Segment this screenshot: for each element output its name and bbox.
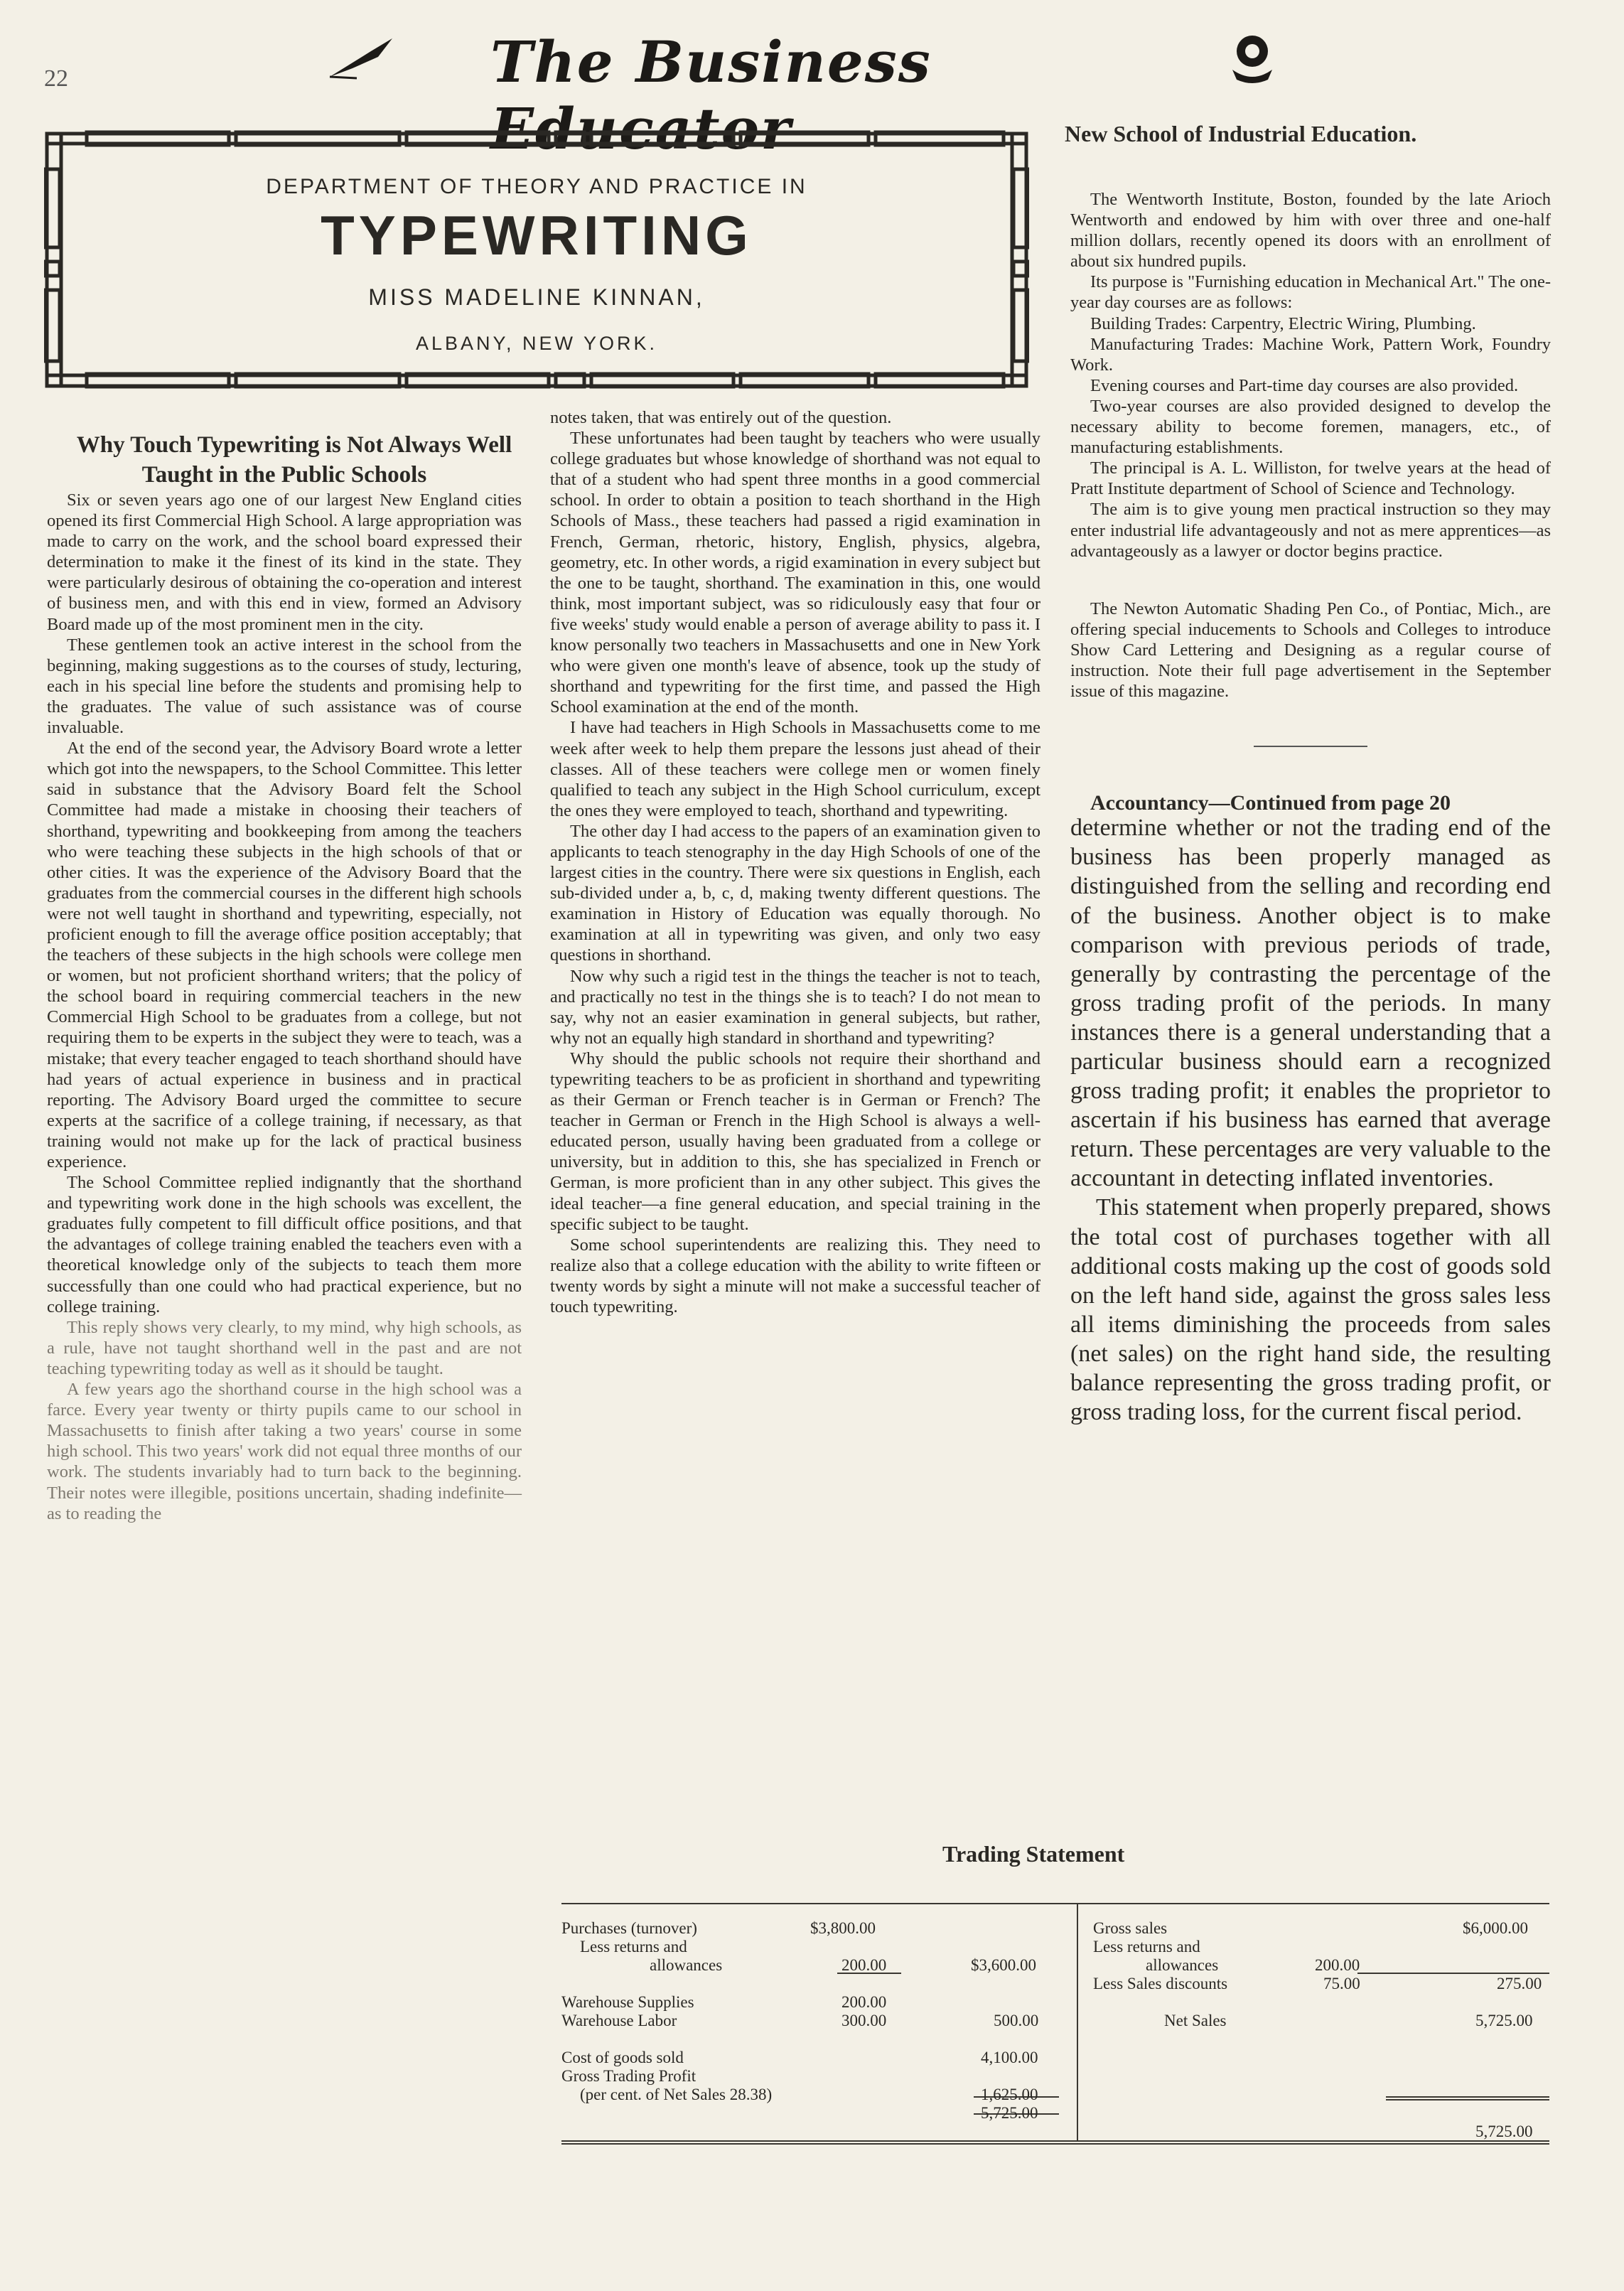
gross-profit-percent-label: (per cent. of Net Sales 28.38): [580, 2086, 773, 2103]
less-returns-value: 200.00: [841, 1956, 887, 1974]
warehouse-labor-label: Warehouse Labor: [561, 2012, 677, 2029]
article-paragraph: Six or seven years ago one of our largest New England cities opened its first Commercial High School. A large appropriation was made to carry on the work, and the school board expressed their determination to make it the finest of its kind in the state. They were particularly desirous of obtaining the co-operation and interest of business men, and with this end in view, formed an Advisory Board made up of the most prominent men in the city.: [47, 490, 522, 634]
ornament-icon: [1224, 27, 1281, 84]
trading-statement-heading: Trading Statement: [942, 1841, 1125, 1867]
article-column-2: [550, 407, 1040, 1317]
article-paragraph: Some school superintendents are realizing this. They need to realize also that a college education with the ability to write fifteen or twenty words by sight a minute will not make a successful teacher of touch typewriting.: [550, 1235, 1040, 1317]
news-paragraph: Evening courses and Part-time day courses are also provided.: [1090, 375, 1519, 395]
cost-goods-label: Cost of goods sold: [561, 2049, 684, 2066]
accountancy-heading: Accountancy—Continued from page 20: [1090, 791, 1451, 815]
debit-side: [561, 1919, 1059, 2123]
news-paragraph: Two-year courses are also provided designed to develop the necessary ability to become foremen, managers, etc., of manufacturing establishments.: [1070, 396, 1551, 458]
section-divider: [1254, 746, 1367, 747]
less-discounts-label: Less Sales discounts: [1093, 1975, 1228, 1992]
gross-sales-label: Gross sales: [1093, 1919, 1168, 1937]
trading-statement-table: [561, 1891, 1549, 2147]
department-banner: [44, 127, 1029, 397]
article-paragraph: Now why such a rigid test in the things the teacher is not to teach, and practically no test in the things she is to teach? I do not mean to say, why not an easier examination in general subjects, but rather, why not an equally high standard in shorthand and typewriting?: [550, 966, 1040, 1048]
news-paragraph: The principal is A. L. Williston, for twelve years at the head of Pratt Institute department of School of Science and Technology.: [1070, 458, 1551, 499]
warehouse-supplies-value: 200.00: [841, 1993, 887, 2011]
credit-side: [1093, 1919, 1548, 2141]
less-returns-value: 200.00: [1315, 1956, 1360, 1974]
gross-sales-value: $6,000.00: [1463, 1919, 1528, 1937]
article-paragraph: notes taken, that was entirely out of the question.: [550, 408, 892, 427]
net-sales-value: 5,725.00: [1475, 2012, 1533, 2029]
news-paragraph: The aim is to give young men practical instruction so they may enter industrial life advantageously and not as mere apprentices—as advantageously as a lawyer or doctor begins practice.: [1070, 500, 1551, 561]
deductions-total-value: 275.00: [1497, 1975, 1542, 1992]
less-returns-label: Less returns and: [580, 1938, 687, 1955]
article-paragraph: A few years ago the shorthand course in the high school was a farce. Every year twenty or thirty pupils came to our school in Massachusetts to finish after taking a two years' course in some high school. This two years' work did not equal three months of our work. The students invariably had to turn back to the beginning. Their notes were illegible, positions uncertain, shading indefinite—as to reading the: [47, 1380, 522, 1523]
article-paragraph: These unfortunates had been taught by teachers who were usually college graduates but whose knowledge of shorthand was not equal to that of a student who had spent three months in a good commercial school. In order to obtain a position to teach shorthand in the High Schools of Mass., these teachers had passed a rigid examination in French, German, rhetoric, history, English, physics, algebra, geometry, etc. In other words, a rigid examination in every subject but the one to be taught, shorthand. The examination in this, one would think, most important subject, was so ridiculously easy that four or five weeks' study would enable a person of average ability to pass it. I know personally two teachers in Massachusetts and one in New York who were given one month's leave of absence, took up the study of shorthand and typewriting for the first time, and passed the High School examination at the end of the month.: [550, 429, 1040, 717]
article-column-1: [47, 430, 522, 1524]
article-heading: Why Touch Typewriting is Not Always Well Taught in the Public Schools: [76, 432, 512, 488]
news-paragraph: Its purpose is "Furnishing education in Mechanical Art." The one-year day courses are as follows:: [1070, 272, 1551, 313]
accountancy-paragraph: This statement when properly prepared, shows the total cost of purchases together with all additional costs making up the cost of goods sold on the left hand side, against the gross sales less all items diminishing the proceeds from sales (net sales) on the right hand side, the resulting balance representing the gross trading profit, or gross trading loss, for the current fiscal period.: [1070, 1194, 1551, 1426]
page-number: 22: [44, 65, 68, 92]
less-returns-label: Less returns and: [1093, 1938, 1200, 1955]
gross-profit-label: Gross Trading Profit: [561, 2067, 697, 2085]
department-title: TYPEWRITING: [321, 204, 753, 267]
less-discounts-value: 75.00: [1323, 1975, 1360, 1992]
credit-total-value: 5,725.00: [1475, 2123, 1533, 2140]
masthead-title: The Business Educator: [490, 28, 932, 162]
news-column: [1070, 189, 1551, 1427]
gross-profit-value: 1,625.00: [981, 2086, 1038, 2103]
net-sales-label: Net Sales: [1164, 2012, 1227, 2029]
article-paragraph: At the end of the second year, the Advisory Board wrote a letter which got into the newspapers, to the School Committee. This letter said in substance that the Advisory Board felt the School Committee had made a mistake in choosing their teachers of shorthand, typewriting and bookkeeping from among the teachers who were teaching these subjects in the high schools of that or other cities. It was the experience of the Advisory Board that the graduates from the commercial courses in the different high schools were not well taught in shorthand and typewriting, especially, not proficient enough to fill the average office position acceptably; that the teachers of these subjects in the high schools were college men or women, but not proficient shorthand writers; that the policy of the school board in requiring commercial teachers in the new Commercial High School to be graduates from a college, but not requiring them to be experts in the subject they were to teach, was a mistake; that every teacher engaged to teach shorthand should have had years of actual experience in business and in practical reporting. The Advisory Board urged the committee to secure experts at the sacrifice of a college training, if necessary, as that training would not make up for the lack of practical business experience.: [47, 739, 522, 1171]
allowances-label: allowances: [1146, 1956, 1219, 1974]
warehouse-total-value: 500.00: [994, 2012, 1039, 2029]
article-paragraph: The other day I had access to the papers of an examination given to applicants to teach stenography in the day High Schools of one of the largest cities in the country. There were six questions in English, each sub-divided under a, b, c, d, making twenty different questions. The examination in History of Education was equally thorough. No examination at all in typewriting was given, and only two easy questions in shorthand.: [550, 821, 1040, 965]
article-paragraph: These gentlemen took an active interest in the school from the beginning, making suggestions as to the courses of study, lecturing, each in his special line before the students and promising help to the graduates. The value of such assistance was of course invaluable.: [47, 635, 522, 738]
article-paragraph: The School Committee replied indignantly that the shorthand and typewriting work done in the high schools was excellent, the graduates fully competent to fill difficult office positions, and that the advantages of college training enabled the teachers even with a theoretical knowledge only of the subjects to teach them more successfully than one could who had practical experience, but no college training.: [47, 1173, 522, 1316]
accountancy-body: [1070, 813, 1551, 1427]
cost-goods-value: 4,100.00: [981, 2049, 1038, 2066]
newton-notice: The Newton Automatic Shading Pen Co., of Pontiac, Mich., are offering special inducements to Schools and Colleges to introduce Show Card Lettering and Designing as a regular course of instruction. Note their full page advertisement in the September issue of this magazine.: [1070, 599, 1551, 702]
purchases-value: $3,800.00: [810, 1919, 876, 1937]
news-paragraph: The Wentworth Institute, Boston, founded by the late Arioch Wentworth and endowed by him with over three and one-half million dollars, recently opened its doors with an enrollment of about six hundred pupils.: [1070, 190, 1551, 272]
debit-total-value: 5,725.00: [981, 2104, 1038, 2122]
warehouse-supplies-label: Warehouse Supplies: [561, 1993, 694, 2011]
news-paragraph: Manufacturing Trades: Machine Work, Pattern Work, Foundry Work.: [1070, 334, 1551, 375]
warehouse-labor-value: 300.00: [841, 2012, 887, 2029]
net-purchases-value: $3,600.00: [971, 1956, 1036, 1974]
accountancy-paragraph: determine whether or not the trading end of the business has been properly managed as distinguished from the selling and recording end of the business. Another object is to make comparison with previous periods of trade, generally by contrasting the percentage of the gross trading profit of the periods. In many instances there is a general understanding that a particular business should earn a recognized gross trading profit; it enables the proprietor to ascertain if his business has earned that average return. These percentages are very valuable to the accountant in detecting inflated inventories.: [1070, 815, 1551, 1192]
department-line: DEPARTMENT OF THEORY AND PRACTICE IN: [266, 175, 807, 198]
article-paragraph: I have had teachers in High Schools in Massachusetts come to me week after week to help them prepare the lessons just ahead of their classes. All of these teachers were college men or women finely qualified to teach any subject in the High School curriculum, except the ones they were employed to teach, shorthand and typewriting.: [550, 718, 1040, 820]
department-author: MISS MADELINE KINNAN,: [368, 284, 705, 310]
purchases-label: Purchases (turnover): [561, 1919, 697, 1937]
quill-pen-icon: [328, 37, 394, 80]
department-place: ALBANY, NEW YORK.: [415, 333, 658, 354]
allowances-label: allowances: [650, 1956, 723, 1974]
article-paragraph: This reply shows very clearly, to my mind, why high schools, as a rule, have not taught shorthand well in the past and are not teaching typewriting today as well as it should be taught.: [47, 1317, 522, 1378]
news-paragraph: Building Trades: Carpentry, Electric Wiring, Plumbing.: [1090, 313, 1476, 333]
news-heading: New School of Industrial Education.: [1065, 121, 1417, 146]
article-paragraph: Why should the public schools not require their shorthand and typewriting teachers to be as proficient in shorthand and typewriting as their German or French teacher is in German or French? The teacher in German or French in the High School is always a well-educated person, usually having been graduated from a college or university, but in addition to this, she has specialized in French or German, is more proficient than in any other subject. This gives the ideal teacher—a fine general education, and special training in the specific subject to be taught.: [550, 1048, 1040, 1234]
